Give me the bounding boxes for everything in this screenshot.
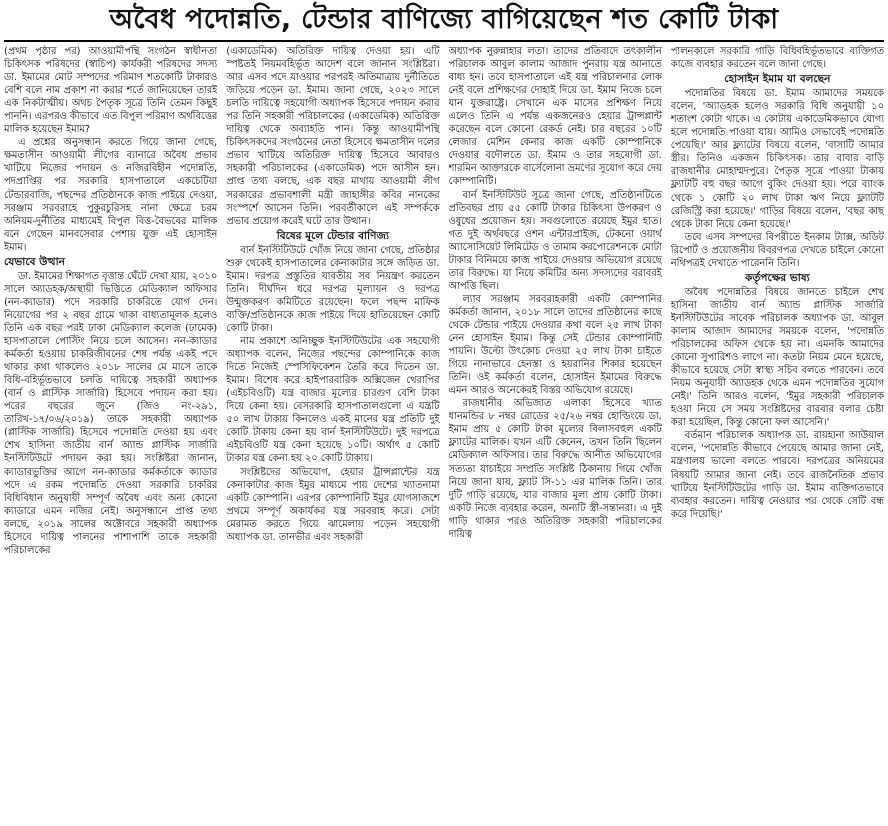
article-paragraph: সংশ্লিষ্টদের অভিযোগ, হেয়ার ট্রান্সপ্লান্টের যন্ত্র কেনাকাটার কাজ ইমুর মাধ্যমে পায় দেশের খ্যাতনামা একটি কোম্পানি। এরপর কোম্পানিটি ইমুর যোগসাজশে প্রথমে সম্পূর্ণ অকার্যকর যন্ত্র সরবরাহ করে। সেটা মেরামত করতে গিয়ে ঝামেলায় পড়েন সহযোগী অধ্যাপক ডা. তানভীর এবং সহকারী	[226, 466, 440, 543]
section-subheading: বিষের মূলে টেন্ডার বাণিজ্য	[276, 229, 390, 242]
article-column-3	[449, 45, 662, 823]
article-paragraph: বার্ন ইনস্টিটিউট সূত্রে জানা গেছে, প্রতিষ্ঠানটিতে প্রতিবছর প্রায় ৫৫ কোটি টাকার চিকিৎসা উপকরণ ও ওষুধের প্রয়োজন হয়। সবগুলোতে রয়েছে ইমুর হাত। গত দুই অর্থবছরে ওশন এন্টারপ্রাইজ, টেকনো ওয়ার্থ অ্যাসোসিয়েট লিমিটেড ও তামাম করপোরেশনকে মোটা টাকার বিনিময়ে কাজ পাইয়ে দেওয়ার অভিযোগ রয়েছে তার বিরুদ্ধে। যা নিয়ে কমিটির অন্য সদস্যদের বরাবরই আপত্তি ছিল।	[448, 189, 662, 292]
article-paragraph: নাম প্রকাশে অনিচ্ছুক ইনস্টিটিউটের এক সহযোগী অধ্যাপক বলেন, নিজের পছন্দের কোম্পানিকে কাজ দিতে নিজেই স্পেসিফিকেশন তৈরি করে দিতেন ডা. ইমাম। বিশেষ করে হাইপারবারিক অক্সিজেন থেরাপির (এইচবিওটি) যন্ত্র বাজার মূল্যের চারগুণ বেশি টাকা দিয়ে কেনা হয়। বেসরকারি হাসপাতালগুলো এ যন্ত্রটি ৫০ লাখ টাকায় কিনলেও একই মানের যন্ত্র প্রতিটি দুই কোটি টাকায় কেনা হয় বার্ন ইনস্টিটিউটে। দুই দরপত্রে এইচবিওটি যন্ত্র কেনা হয়েছে ১০টি। অর্থাৎ ৫ কোটি টাকার যন্ত্র কেনা হয় ২০ কোটি টাকায়।	[226, 336, 440, 465]
article-paragraph: (প্রথম পৃষ্ঠার পর) আওয়ামীপন্থি সংগঠন স্বাধীনতা চিকিৎসক পরিষদের (স্বাচিপ) কার্যকরী পরিষদের সদস্য ডা. ইমামের মোট সম্পদের পরিমাণ শতকোটি টাকারও বেশি বলে নাম প্রকাশ না করার শর্তে জানিয়েছেন তারই এক নিকটাত্মীয়। অথচ পৈতৃক সূত্রে তিনি তেমন কিছুই পাননি। এরপরও কীভাবে এত বিপুল পরিমাণ অর্থবিত্তের মালিক হয়েছেন ইমাম?	[4, 46, 218, 136]
article-column-4	[671, 45, 884, 823]
article-column-2	[226, 45, 439, 823]
article-paragraph: তবে এসব সম্পদের বিপরীতে ইনকাম ট্যাক্স, অডিট রিপোর্ট ও প্রয়োজনীয় বিবরণপত্র দেখতে চাইলে কোনো নথিপত্রই দেখাতে পারেননি তিনি।	[670, 231, 884, 269]
article-paragraph: বার্ন ইনস্টিটিউটে খোঁজ নিয়ে জানা গেছে, প্রতিষ্ঠার শুরু থেকেই হাসপাতালের কেনাকাটার সঙ্গে জড়িত ডা. ইমাম। দরপত্র প্রস্তুতির যাবতীয় সব নিয়ন্ত্রণ করতেন তিনি। দীর্ঘদিন ধরে দরপত্র মূল্যায়ন ও দরপত্র উন্মুক্তকরণ কমিটিতে রয়েছেন। ফলে পছন্দ মাফিক ব্যক্তি/প্রতিষ্ঠানকে কাজ পাইয়ে দিয়ে হাতিয়েছেন কোটি কোটি টাকা।	[226, 244, 440, 334]
article-column-1	[4, 45, 217, 823]
article-paragraph: (একাডেমিক) অতিরিক্ত দায়িত্ব দেওয়া হয়। এটি স্পষ্টতই নিয়মবহির্ভূত আদেশ বলে জানান সংশ্লিষ্টরা। আর এসব পদে যাওয়ার পরপরই অতিমাত্রায় দুর্নীতিতে জড়িয়ে পড়েন ডা. ইমাম। জানা গেছে, ২০২৩ সালে চলতি দায়িত্বে সহযোগী অধ্যাপক হিসেবে পদায়ন করার পর তিনি সহকারী পরিচালকের (একাডেমিক) অতিরিক্ত দায়িত্ব থেকে অব্যাহতি পান। কিন্তু আওয়ামীপন্থি চিকিৎসকদের সংগঠনের নেতা হিসেবে ক্ষমতাসীন দলের প্রভাব খাটিয়ে অতিরিক্ত দায়িত্ব হিসেবে আবারও সহকারী পরিচালকের (একাডেমিক) পদে আসীন হন। প্রাপ্ত তথ্য বলছে, এক বছর মাথায় আওয়ামী লীগ সরকারের প্রভাবশালী মন্ত্রী জাহাঙ্গীর কবির নানকের সংস্পর্শে আসেন তিনি। পরবর্তীকালে এই সম্পর্ককে প্রভাব প্রয়োগ করেই ঘটে তার উত্থান।	[226, 46, 440, 227]
article-paragraph: অধ্যাপক নুরুন্নাহার লতা। তাদের প্রতিবাদে তৎকালীন পরিচালক আবুল কালাম আজাদ পুনরায় যন্ত্র আনাতে বাধ্য হন। তবে হাসপাতালে এই যন্ত্র পরিচালনার লোক নেই বলে প্রশিক্ষণের দোহাই দিয়ে ডা. ইমাম নিজে চলে যান যুক্তরাষ্ট্রে। সেখানে এক মাসের প্রশিক্ষণ নিয়ে এলেও তিনি এ পর্যন্ত একজনেরও হেয়ার ট্রান্সপ্লান্ট করেছেন বলে কোনো রেকর্ড নেই। চার বছরের ১০টি লেজার মেশিন কেনার কাজ একটি কোম্পানিকে দেওয়ার বদৌলতে ডা. ইমাম ও তার সহযোগী ডা. শারমিন আক্তারকে বার্সেলোনা ভ্রমণের সুযোগ করে দেয় কোম্পানিটি।	[448, 46, 662, 188]
headline-rule	[4, 40, 884, 42]
section-subheading: যেভাবে উত্থান	[4, 255, 65, 268]
article-paragraph: রাজধানীর অভিজাত এলাকা হিসেবে খ্যাত ধানমন্ডির ৮ নম্বর রোডের ২৫/২৬ নম্বর হোল্ডিংয়ে ডা. ইমাম প্রায় ৫ কোটি টাকা মূল্যের বিলাসবহুল একটি ফ্ল্যাটের মালিক। যখন এটি কেনেন, তখন তিনি ছিলেন মেডিক্যাল অফিসার। তার বিরুদ্ধে আনীত অভিযোগের সত্যতা যাচাইয়ে সম্প্রতি সংশ্লিষ্ট ঠিকানায় গিয়ে খোঁজ নিয়ে জানা যায়, ফ্ল্যাট সি-১১ এর মালিক তিনি। তার দুটি গাড়ি রয়েছে, যার বাজার মূল্য প্রায় কোটি টাকা। একটি নিজে ব্যবহার করেন, অন্যটি স্ত্রী-সন্তানরা। এ দুই গাড়ি থাকার পরও অতিরিক্ত সহকারী পরিচালকের দায়িত্ব	[448, 398, 662, 540]
section-subheading: কর্তৃপক্ষের ভাষ্য	[744, 271, 810, 284]
article-columns	[4, 45, 884, 823]
headline: অবৈধ পদোন্নতি, টেন্ডার বাণিজ্যে বাগিয়েছেন শত কোটি টাকা	[109, 4, 779, 35]
article-paragraph: অবৈধ পদোন্নতির বিষয়ে জানতে চাইলে শেখ হাসিনা জাতীয় বার্ন অ্যান্ড প্লাস্টিক সার্জারি ইনস্টিটিউটের সাবেক পরিচালক অধ্যাপক ডা. আবুল কালাম আজাদ আমাদের সময়কে বলেন, 'পদোন্নতি পরিচালকের অফিস থেকে হয় না। এমনকি আমাদের কোনো সুপারিশও লাগে না। কতটা নিয়ম মেনে হয়েছে, কীভাবে হয়েছে সেটা স্বাস্থ্য সচিব বলতে পারবেন। তবে নিয়ম অনুযায়ী অ্যাডহক থেকে এমন পদোন্নতির সুযোগ নেই।' তিনি আরও বলেন, 'ইমুর সহকারী পরিচালক হওয়া নিয়ে সে সময় সংশ্লিষ্টদের বারবার বলার চেষ্টা করা হয়েছিল, কিন্তু কোনো ফল আসেনি।'	[670, 286, 884, 429]
article-paragraph: ডা. ইমামের শিক্ষাগত বৃত্তান্ত ঘেঁটে দেখা যায়, ২০১০ সালে অ্যাডহক/অস্থায়ী ভিত্তিতে মেডিক্যাল অফিসার (নন-ক্যাডার) পদে সরকারি চাকরিতে যোগ দেন। নিয়োগের পর ২ বছর গ্রামে থাকা বাধ্যতামূলক হলেও তিনি এক বছর পরই ঢাকা মেডিক্যাল কলেজ (ঢামেক) হাসপাতালে পোস্টিং নিয়ে চলে আসেন। নন-ক্যাডার কর্মকর্তা হওয়ায় চাকরিজীবনের শেষ পর্যন্ত একই পদে থাকার কথা থাকলেও ২০১৮ সালের মে মাসে তাকে বিধি-বহির্ভূতভাবে চলতি দায়িত্বে সহকারী অধ্যাপক (বার্ন ও প্লাস্টিক সার্জারি) হিসেবে পদায়ন করা হয়। পরের বছরের জুনে (জিও নং-২৯১, তারিখ-১৭/০৬/২০১৯) তাকে সহকারী অধ্যাপক (প্লাস্টিক সার্জারি) হিসেবে পদোন্নতি দেওয়া হয় এবং শেখ হাসিনা জাতীয় বার্ন অ্যান্ড প্লাস্টিক সার্জারি ইনস্টিটিউটে পদায়ন করা হয়। সংশ্লিষ্টরা জানান, ক্যাডারভুক্তির আগে নন-ক্যাডার কর্মকর্তাকে ক্যাডার পদে এ রকম পদোন্নতি দেওয়া সরকারি চাকরির বিধিবিধান অনুযায়ী সম্পূর্ণ অবৈধ এবং অন্য কোনো ক্যাডারে এমন নজির নেই। অনুসন্ধানে প্রাপ্ত তথ্য বলছে, ২০১৯ সালের অক্টোবরে সহকারী অধ্যাপক হিসেবে দায়িত্ব পালনের পাশাপাশি তাকে সহকারী পরিচালকের	[4, 270, 218, 556]
article-paragraph: পদোন্নতির বিষয়ে ডা. ইমাম আমাদের সময়কে বলেন, 'অ্যাডহক হলেও সরকারি বিধি অনুযায়ী ১০ শতাংশ কোটা থাকে। এ কোটায় একাডেমিকভাবে যোগ্য হলে পদোন্নতি পাওয়া যায়। আমিও সেভাবেই পদোন্নতি পেয়েছি।' আর ফ্ল্যাটের বিষয়ে বলেন, 'বাসাটি আমার স্ত্রীর। তিনিও একজন চিকিৎসক। তার বাবার বাড়ি রাজধানীর মোহাম্মদপুরে। পৈতৃক সূত্রে পাওয়া টাকায় ফ্ল্যাটটি বহু বছর আগে বুকিং দেওয়া হয়। পরে ব্যাংক থেকে ১ কোটি ২০ লাখ টাকা ঋণ নিয়ে ফ্ল্যাটটি রেজিস্ট্রি করা হয়েছে।' গাড়ির বিষয়ে বলেন, 'বছর কাছ থেকে টাকা নিয়ে কেনা হয়েছে।'	[670, 88, 884, 230]
section-subheading: হোসাইন ইমাম যা বলছেন	[724, 73, 831, 86]
article-paragraph: এ প্রশ্নের অনুসন্ধান করতে গিয়ে জানা গেছে, ক্ষমতাসীন আওয়ামী লীগের ব্যানারে অবৈধ প্রভাব খাটিয়ে নিজের পদায়ন ও নজিরবিহীন পদোন্নতি, পদপ্রাপ্তির পর সরকারি হাসপাতালে একচেটিয়া টেন্ডারবাজি, পছন্দের প্রতিষ্ঠানকে কাজ পাইয়ে দেওয়া, সরঞ্জাম সরবরাহে পুকুরচুরিসহ নানা ক্ষেত্রে চরম অনিয়ম-দুর্নীতির মাধ্যমেই বিপুল বিত্ত-বৈভবের মালিক বনে গেছেন মানবসেবার পেশায় যুক্ত এই হোসাইন ইমাম।	[4, 137, 218, 253]
article-paragraph: বর্তমান পরিচালক অধ্যাপক ডা. রায়হানা আউয়াল বলেন, 'পদোন্নতি কীভাবে পেয়েছে আমার জানা নেই, মন্ত্রণালয় ভালো বলতে পারবে। দরপত্রের অনিয়মের বিষয়টি আমার জানা নেই। তবে রাজনৈতিক প্রভাব খাটিয়ে ইনস্টিটিউটের গাড়ি ডা. ইমাম ব্যক্তিগতভাবে ব্যবহার করতেন। দায়িত্ব নেওয়ার পর থেকে সেটি বন্ধ করে দিয়েছি।'	[670, 430, 884, 520]
article-paragraph: ল্যাব সরঞ্জাম সরবরাহকারী একটি কোম্পানির কর্মকর্তা জানান, ২০১৮ সালে তাদের প্রতিষ্ঠানের কাছে থেকে টেন্ডার পাইয়ে দেওয়ার কথা বলে ২৫ লাখ টাকা নেন হোসাইন ইমাম। কিন্তু সেই টেন্ডার কোম্পানিটি পায়নি। উল্টো উৎকোচ দেওয়া ২৫ লাখ টাকা চাইতে গিয়ে নানাভাবে হেনস্তা ও হয়রানির শিকার হয়েছেন তিনি। ওই কর্মকর্তা বলেন, হোসাইন ইমামের বিরুদ্ধে এমন আরও অনেকেরই বিস্তর অভিযোগ রয়েছে।	[448, 293, 662, 397]
article-paragraph: পালনকালে সরকারি গাড়ি বিধিবহির্ভূতভাবে ব্যক্তিগত কাজে ব্যবহার করতেন বলে জানা গেছে।	[670, 46, 884, 71]
